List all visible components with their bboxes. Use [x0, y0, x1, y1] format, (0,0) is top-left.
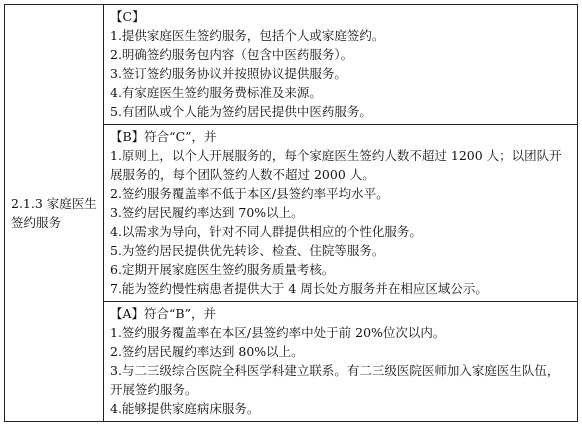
criteria-table: [4, 4, 578, 422]
criterion-line: 4.以需求为导向，针对不同人群提供相应的个性化服务。: [110, 224, 422, 239]
criterion-line: 1.签约服务覆盖率在本区/县签约率中处于前 20%位次以内。: [110, 325, 446, 340]
grade-row-c: [5, 5, 578, 125]
grade-heading: 【A】符合“B”，并: [110, 306, 216, 321]
criterion-line: 2.签约服务覆盖率不低于本区/县签约率平均水平。: [110, 186, 389, 201]
criterion-line: 4.能够提供家庭病床服务。: [110, 401, 260, 416]
grade-heading: 【B】符合“C”，并: [110, 129, 217, 144]
criterion-line: 3.签约居民履约率达到 70%以上。: [110, 205, 304, 220]
item-label: 2.1.3 家庭医生签约服务: [11, 195, 97, 230]
grade-c-cell: [104, 5, 578, 125]
grade-b-cell: [104, 125, 578, 302]
grade-a-cell: [104, 302, 578, 422]
criterion-line: 6.定期开展家庭医生签约服务质量考核。: [110, 262, 335, 277]
criterion-line: 7.能为签约慢性病患者提供大于 4 周长处方服务并在相应区域公示。: [110, 281, 488, 296]
criterion-line: 1.原则上，以个人开展服务的，每个家庭医生签约人数不超过 1200 人；以团队开展服务的，每个团队签约人数不超过 2000 人。: [110, 148, 562, 182]
criterion-line: 5.为签约居民提供优先转诊、检查、住院等服务。: [110, 243, 385, 258]
criterion-line: 3.与二三级综合医院全科医学科建立联系。有二三级医院医师加入家庭医生队伍，开展签约服务。: [110, 363, 560, 397]
criterion-line: 1.提供家庭医生签约服务，包括个人或家庭签约。: [110, 28, 385, 43]
grade-heading: 【C】: [110, 9, 145, 24]
item-label-cell: [5, 5, 104, 422]
criterion-line: 4.有家庭医生签约服务费标准及来源。: [110, 85, 322, 100]
criterion-line: 2.签约居民履约率达到 80%以上。: [110, 344, 304, 359]
criterion-line: 5.有团队或个人能为签约居民提供中医药服务。: [110, 104, 372, 119]
criterion-line: 3.签订签约服务协议并按照协议提供服务。: [110, 66, 347, 81]
criterion-line: 2.明确签约服务包内容（包含中医药服务）。: [110, 47, 354, 62]
